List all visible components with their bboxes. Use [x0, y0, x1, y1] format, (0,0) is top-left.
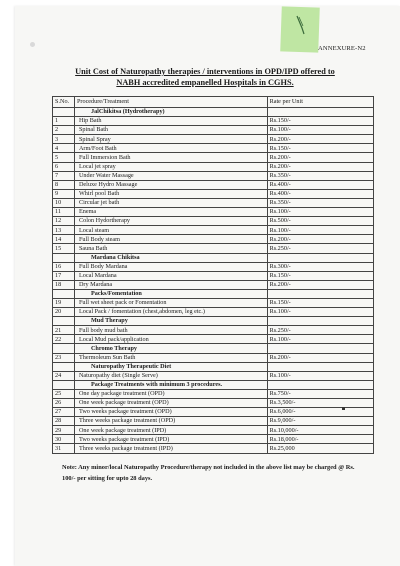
cell-rate: Rs.100/- [267, 371, 373, 380]
cell-rate: Rs.200/- [267, 135, 373, 144]
cell-rate [267, 289, 373, 298]
cell-procedure: Local steam [74, 226, 267, 235]
cell-rate [267, 362, 373, 371]
cell-sno [53, 108, 75, 117]
cell-rate: Rs.250/- [267, 326, 373, 335]
table-row [53, 198, 374, 207]
cell-procedure: Local Pack / fomentation (chest,abdomen, leg etc.) [74, 308, 267, 317]
cell-procedure: Deluxe Hydro Massage [74, 180, 267, 189]
cell-rate: Rs.400/- [267, 189, 373, 198]
cell-rate [267, 344, 373, 353]
table-row [53, 180, 374, 189]
cell-sno: 1 [53, 117, 75, 126]
cell-rate: Rs.350/- [267, 198, 373, 207]
cell-rate: Rs.150/- [267, 144, 373, 153]
cell-procedure: Full body mud bath [74, 326, 267, 335]
cell-sno [53, 317, 75, 326]
cell-rate: Rs.200/- [267, 353, 373, 362]
cell-procedure: Naturopathy diet (Single Serve) [74, 371, 267, 380]
cell-rate: Rs.150/- [267, 117, 373, 126]
cell-rate: Rs.9,000/- [267, 417, 373, 426]
table-row [53, 171, 374, 180]
cell-sno: 20 [53, 308, 75, 317]
cell-procedure: Hip Bath [74, 117, 267, 126]
cell-rate: Rs.200/- [267, 235, 373, 244]
cell-rate: Rs.100/- [267, 335, 373, 344]
table-row [53, 308, 374, 317]
table-row [53, 117, 374, 126]
cell-sno [53, 344, 75, 353]
table-row [53, 426, 374, 435]
table-row [53, 326, 374, 335]
cell-rate [267, 317, 373, 326]
footnote: Note: Any minor/local Naturopathy Procedure/therapy not included in the above list may be charged @ Rs. 100/- per sitting for upto 28 days. [62, 464, 355, 482]
table-row [53, 135, 374, 144]
cell-rate: Rs.18,000/- [267, 435, 373, 444]
cell-procedure: Dry Mardana [74, 280, 267, 289]
cell-sno: 24 [53, 371, 75, 380]
ink-dot [342, 407, 345, 410]
table-row [53, 208, 374, 217]
table-row [53, 389, 374, 398]
table-row [53, 235, 374, 244]
cell-sno: 28 [53, 417, 75, 426]
cell-rate [267, 108, 373, 117]
cell-sno: 13 [53, 226, 75, 235]
cell-sno: 31 [53, 444, 75, 453]
cell-procedure: Local Mud pack/application [74, 335, 267, 344]
annexure-label: ANNEXURE-N2 [318, 45, 366, 52]
punch-hole [30, 42, 35, 47]
cell-rate: Rs.400/- [267, 180, 373, 189]
cell-sno [53, 289, 75, 298]
cell-rate: Rs.100/- [267, 208, 373, 217]
category-row [53, 380, 374, 389]
cell-sno: 10 [53, 198, 75, 207]
table-row [53, 144, 374, 153]
cell-sno: 9 [53, 189, 75, 198]
cell-sno: 5 [53, 153, 75, 162]
table-row [53, 417, 374, 426]
cell-rate: Rs.25,000 [267, 444, 373, 453]
table-row [53, 444, 374, 453]
cell-sno: 14 [53, 235, 75, 244]
cell-procedure: Under Water Massage [74, 171, 267, 180]
category-row [53, 344, 374, 353]
category-row [53, 253, 374, 262]
rates-table [52, 96, 374, 454]
cell-sno: 19 [53, 298, 75, 307]
cell-procedure: Colon Hydortherapy [74, 217, 267, 226]
cell-sno: 12 [53, 217, 75, 226]
cell-rate [267, 380, 373, 389]
cell-procedure: Local Mardana [74, 271, 267, 280]
category-row [53, 317, 374, 326]
table-row [53, 408, 374, 417]
cell-procedure: Full Body Mardana [74, 262, 267, 271]
cell-sno: 11 [53, 208, 75, 217]
category-row [53, 108, 374, 117]
cell-sno [53, 380, 75, 389]
header-procedure: Procedure/Treatment [74, 97, 267, 108]
cell-rate: Rs.100/- [267, 308, 373, 317]
header-rate: Rate per Unit [267, 97, 373, 108]
cell-rate [267, 253, 373, 262]
cell-sno: 2 [53, 126, 75, 135]
cell-rate: Rs.100/- [267, 126, 373, 135]
cell-procedure: Naturopathy Therapeutic Diet [74, 362, 267, 371]
cell-sno: 18 [53, 280, 75, 289]
cell-sno: 26 [53, 399, 75, 408]
cell-sno: 3 [53, 135, 75, 144]
cell-procedure: Full Body steam [74, 235, 267, 244]
cell-rate: Rs.350/- [267, 171, 373, 180]
cell-procedure: Package Treatments with minimum 3 procedures. [74, 380, 267, 389]
cell-procedure: Arm/Foot Bath [74, 144, 267, 153]
cell-sno: 16 [53, 262, 75, 271]
cell-sno: 22 [53, 335, 75, 344]
cell-sno: 6 [53, 162, 75, 171]
document-title [40, 66, 370, 88]
cell-sno: 17 [53, 271, 75, 280]
table-row [53, 371, 374, 380]
table-row [53, 271, 374, 280]
cell-procedure: Mud Therapy [74, 317, 267, 326]
category-row [53, 289, 374, 298]
cell-procedure: Circular jet bath [74, 198, 267, 207]
cell-procedure: Mardana Chikitsa [74, 253, 267, 262]
table-row [53, 399, 374, 408]
table-row [53, 353, 374, 362]
title-line-1: Unit Cost of Naturopathy therapies / interventions in OPD/IPD offered to [75, 67, 335, 76]
category-row [53, 362, 374, 371]
table-row [53, 162, 374, 171]
cell-rate: Rs.150/- [267, 271, 373, 280]
cell-sno: 27 [53, 408, 75, 417]
cell-procedure: Sauna Bath [74, 244, 267, 253]
table-row [53, 280, 374, 289]
cell-procedure: One week package treatment (OPD) [74, 399, 267, 408]
cell-sno [53, 362, 75, 371]
cell-rate: Rs.750/- [267, 389, 373, 398]
cell-sno: 23 [53, 353, 75, 362]
cell-rate: Rs.150/- [267, 298, 373, 307]
pen-mark-icon [294, 14, 308, 36]
cell-procedure: One day package treatment (OPD) [74, 389, 267, 398]
table-row [53, 435, 374, 444]
cell-sno: 21 [53, 326, 75, 335]
table-header-row [53, 97, 374, 108]
table-row [53, 244, 374, 253]
cell-procedure: Two weeks package treatment (OPD) [74, 408, 267, 417]
cell-rate: Rs.10,000/- [267, 426, 373, 435]
cell-rate: Rs.300/- [267, 262, 373, 271]
cell-sno [53, 253, 75, 262]
cell-procedure: Enema [74, 208, 267, 217]
table-body [53, 108, 374, 454]
cell-sno: 29 [53, 426, 75, 435]
table-row [53, 153, 374, 162]
table-row [53, 262, 374, 271]
cell-procedure: Full wet sheet pack or Fomentation [74, 298, 267, 307]
cell-rate: Rs.3,500/- [267, 399, 373, 408]
cell-rate: Rs.250/- [267, 244, 373, 253]
cell-sno: 25 [53, 389, 75, 398]
cell-procedure: Full Immersion Bath [74, 153, 267, 162]
cell-procedure: Three weeks package treatment (OPD) [74, 417, 267, 426]
table-row [53, 226, 374, 235]
cell-procedure: Spinal Bath [74, 126, 267, 135]
cell-sno: 15 [53, 244, 75, 253]
table-row [53, 298, 374, 307]
table-row [53, 335, 374, 344]
cell-procedure: JalChikitsa (Hydrotherapy) [74, 108, 267, 117]
cell-rate: Rs.200/- [267, 153, 373, 162]
cell-sno: 4 [53, 144, 75, 153]
cell-procedure: Spinal Spray [74, 135, 267, 144]
cell-sno: 30 [53, 435, 75, 444]
cell-procedure: Two weeks package treatment (IPD) [74, 435, 267, 444]
table-row [53, 217, 374, 226]
table-row [53, 126, 374, 135]
header-sno: S.No. [53, 97, 75, 108]
cell-sno: 7 [53, 171, 75, 180]
cell-procedure: Whirl pool Bath [74, 189, 267, 198]
cell-procedure: Chromo Therapy [74, 344, 267, 353]
cell-procedure: Local jet spray [74, 162, 267, 171]
title-line-2: NABH accredited empanelled Hospitals in CGHS. [116, 78, 294, 87]
cell-rate: Rs.200/- [267, 280, 373, 289]
cell-procedure: One week package treatment (IPD) [74, 426, 267, 435]
cell-procedure: Thermoleum Sun Bath [74, 353, 267, 362]
cell-rate: Rs.100/- [267, 226, 373, 235]
cell-rate: Rs.6,000/- [267, 408, 373, 417]
cell-procedure: Three weeks package treatment (IPD) [74, 444, 267, 453]
table-row [53, 189, 374, 198]
cell-rate: Rs.200/- [267, 162, 373, 171]
cell-rate: Rs.500/- [267, 217, 373, 226]
cell-procedure: Packs/Fomentation [74, 289, 267, 298]
cell-sno: 8 [53, 180, 75, 189]
